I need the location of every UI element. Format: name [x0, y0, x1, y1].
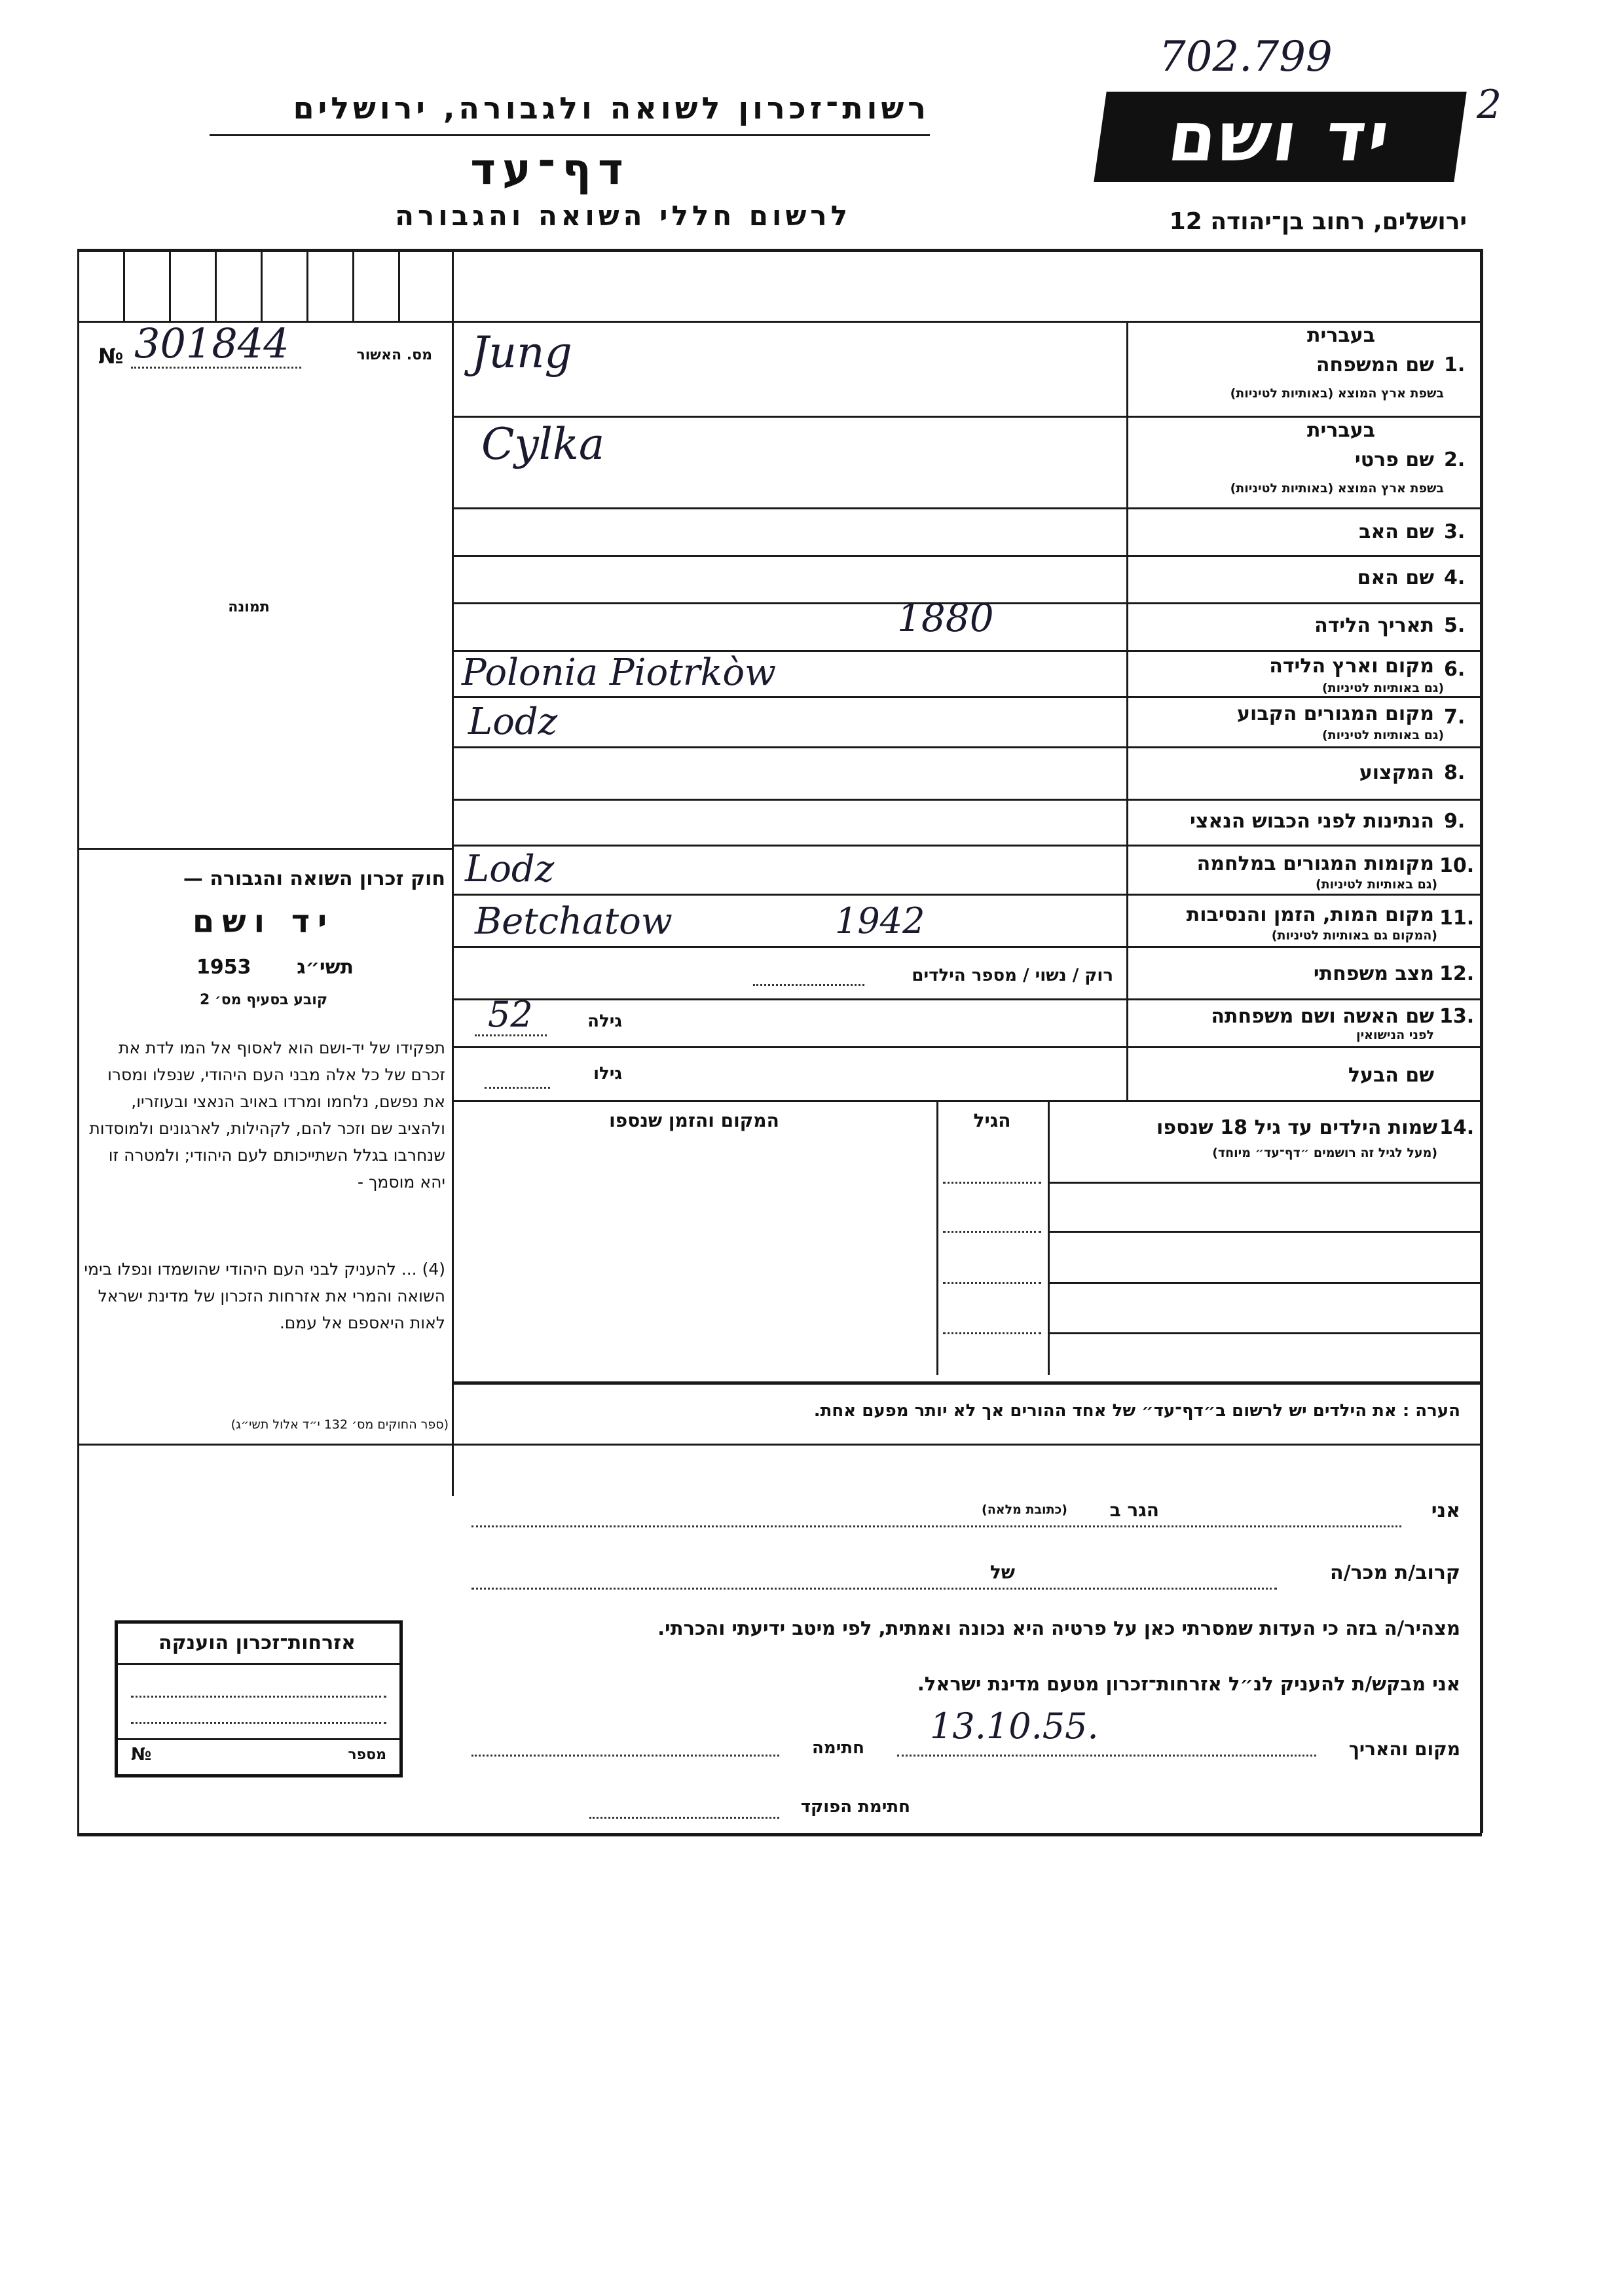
field-4-number: 4. [1444, 566, 1466, 589]
remark-bottom-line [77, 1444, 1482, 1446]
field-10-label: מקומות המגורים במלחמה [1196, 852, 1434, 875]
children-line-1 [1048, 1182, 1482, 1184]
field-11-latin-value[interactable]: Betchatow [475, 900, 673, 943]
law-reference: (ספר החוקים מס׳ 132 י״ד אלול תשי״ג) [231, 1417, 449, 1432]
field-5-label: תאריך הלידה [1314, 614, 1434, 637]
field-12-options: רוק / נשוי / מספר הילדים [912, 966, 1113, 985]
field-4-label: שם האם [1357, 566, 1434, 589]
reg-no-label: מס. האשור [356, 347, 432, 363]
children-age-dot-3 [943, 1282, 1041, 1284]
field-1-label: שם המשפחה [1316, 354, 1434, 376]
field-10-sublabel: (גם באותיות לטיניות) [1315, 877, 1437, 892]
children-line-4 [1048, 1332, 1482, 1334]
field-2-number: 2. [1444, 448, 1466, 471]
row-line-9 [452, 845, 1482, 847]
label-column-divider [1126, 321, 1128, 1100]
field-5-value[interactable]: 1880 [897, 596, 994, 640]
field-8-number: 8. [1444, 761, 1466, 784]
logo-text: יד ושם [1163, 97, 1397, 177]
field-10-latin-value[interactable]: Lodz [465, 848, 555, 890]
law-year-number: 1953 [196, 956, 251, 979]
field-9-label: הנתינות לפני הכבוש הנאצי [1190, 810, 1434, 833]
field-3-label: שם האב [1359, 520, 1434, 543]
field-2-hebrew-tag: בעברית [1307, 419, 1375, 442]
certificate-box-number-label: מספר [348, 1747, 386, 1763]
row-line-8 [452, 799, 1482, 801]
row-line-11 [452, 946, 1482, 948]
left-column-divider [452, 249, 454, 1496]
top-box-divider [306, 249, 308, 321]
field-13-sublabel: לפני הנישואין [1356, 1028, 1434, 1042]
row-line-10 [452, 894, 1482, 896]
field-6-sublabel: (גם באותיות לטיניות) [1321, 681, 1444, 695]
field-2-latin-value[interactable]: Cylka [481, 419, 605, 469]
field-1-hebrew-tag: בעברית [1307, 324, 1375, 347]
row-line-12 [452, 998, 1482, 1000]
row-line-1 [452, 416, 1482, 418]
children-age-dot-1 [943, 1182, 1041, 1184]
field-12-label: מצב משפחתי [1313, 962, 1434, 985]
document-title: דף־עד [470, 144, 630, 194]
frame-bottom [77, 1833, 1482, 1836]
field-6-label: מקום וארץ הלידה [1269, 655, 1434, 678]
field-11-year[interactable]: 1942 [835, 900, 925, 941]
declarant-resides-label: הגר ב [1109, 1499, 1159, 1521]
frame-right [1480, 249, 1483, 1833]
children-age-header: הגיל [973, 1110, 1011, 1131]
field-1-sublabel: בשפת ארץ המוצא (באותיות לטיניות) [1230, 386, 1444, 401]
certificate-box-title: אזרחות־זכרון הוענקה [158, 1631, 356, 1654]
field-2-sublabel: בשפת ארץ המוצא (באותיות לטיניות) [1230, 481, 1444, 496]
officer-dotline [589, 1817, 779, 1819]
row-line-3 [452, 555, 1482, 557]
date-value[interactable]: 13.10.55. [930, 1705, 1099, 1747]
field-11-sublabel: (המקום גם באותיות לטיניות) [1271, 928, 1437, 943]
signature-label: חתימה [812, 1738, 864, 1758]
place-date-dotline [897, 1755, 1316, 1757]
relation-of-label: של [989, 1561, 1015, 1583]
field-3-number: 3. [1444, 520, 1466, 543]
field-7-number: 7. [1444, 706, 1466, 729]
certificate-box-bottom-divider [118, 1738, 399, 1740]
place-date-label: מקום והאריך [1348, 1738, 1460, 1760]
frame-top [77, 249, 1482, 252]
row-line-14 [452, 1100, 1482, 1102]
form-subtitle: לרשום חללי השואה והגבורה [395, 200, 851, 232]
signature-dotline [471, 1755, 779, 1757]
children-age-dot-2 [943, 1231, 1041, 1233]
reg-no-dotline [131, 367, 301, 369]
law-text-part1: תפקידו של יד-ושם הוא לאסוף אל המו לדת את זכרם של כל אלה מבני העם היהודי, שנפלו ומסרו את נפשם, נלחמו ומרדו באויב הנאצי ובעוזריו, ולהציב שם וזכר להם, לקהילות, לארגונים ולמוסדות שנחרבו בגלל השתייכותם לעם היהודי; ולמטרה זו יהא מוסמך - [89, 1038, 445, 1192]
relation-label: קרוב/ת מכר/ה [1330, 1561, 1460, 1584]
reg-no-symbol: № [98, 344, 124, 369]
husband-label: שם הבעל [1348, 1064, 1434, 1087]
top-box-divider [215, 249, 217, 321]
remark-top-line [452, 1381, 1482, 1385]
declarant-dotline-1 [471, 1525, 1401, 1527]
certificate-box-divider [118, 1663, 399, 1665]
authority-name: רשות־זכרון לשואה ולגבורה, ירושלים [293, 90, 930, 126]
field-13-label: שם האשה ושם משפחתה [1211, 1005, 1434, 1028]
field-8-label: המקצוע [1359, 761, 1434, 784]
children-age-dot-4 [943, 1332, 1041, 1334]
corner-mark: 2 [1477, 82, 1502, 128]
field-5-number: 5. [1444, 614, 1466, 637]
field-6-number: 6. [1444, 658, 1466, 681]
field-7-latin-value[interactable]: Lodz [468, 701, 558, 743]
frame-left [77, 249, 79, 1833]
row-line-6 [452, 696, 1482, 698]
photo-label: תמונה [228, 599, 270, 615]
husband-age-dotline [485, 1087, 550, 1089]
certificate-box [115, 1620, 403, 1777]
field-7-label: מקום המגורים הקבוע [1237, 702, 1434, 725]
law-top-line [77, 848, 452, 850]
top-box-divider [123, 249, 125, 321]
certificate-box-dot-2 [131, 1722, 386, 1724]
field-6-latin-value[interactable]: Polonia Piotrkòw [462, 651, 777, 694]
remark-text: הערה : את הילדים יש לרשום ב״דף־עד״ של אחד ההורים אך לא יותר מפעם אחת. [813, 1401, 1460, 1421]
field-9-number: 9. [1444, 810, 1466, 833]
children-place-header: המקום והזמן שנספו [609, 1110, 779, 1131]
field-12-children-dotline [753, 984, 864, 986]
field-7-sublabel: (גם באותיות לטיניות) [1321, 728, 1444, 742]
field-12-number: 12. [1439, 962, 1475, 985]
officer-signature-label: חתימת הפוקד [800, 1797, 910, 1817]
law-title: חוק זכרון השואה והגבורה — [183, 867, 445, 890]
field-1-number: 1. [1444, 354, 1466, 376]
field-11-label: מקום המות, הזמן והנסיבות [1186, 903, 1434, 926]
yad-vashem-logo [1094, 92, 1466, 182]
children-label: שמות הילדים עד גיל 18 שנספו [1156, 1116, 1437, 1139]
field-2-label: שם פרטי [1354, 448, 1434, 471]
field-13-age-value[interactable]: 52 [488, 994, 533, 1035]
children-number: 14. [1439, 1116, 1475, 1139]
declaration-text: מצהיר/ה בזה כי העדות שמסרתי כאן על פרטיה היא נכונה ואמתית, לפי מיטב ידיעתי והכרתי. [657, 1617, 1460, 1639]
law-clause: קובע בסעיף מס׳ 2 [199, 992, 328, 1008]
law-name: יד ושם [192, 903, 335, 940]
field-13-age-dotline [475, 1034, 547, 1036]
row-line-7 [452, 746, 1482, 748]
certificate-box-number-symbol: № [131, 1745, 152, 1764]
archive-number: 702.799 [1159, 33, 1333, 81]
field-1-latin-value[interactable]: Jung [471, 327, 572, 378]
top-box-divider [169, 249, 171, 321]
declarant-label: אני [1431, 1499, 1460, 1522]
declarant-dotline-2 [471, 1588, 1277, 1590]
children-line-2 [1048, 1231, 1482, 1233]
institution-address: ירושלים, רחוב בן־יהודה 12 [1169, 208, 1467, 235]
top-box-divider [352, 249, 354, 321]
law-text-part2: (4) ... להעניק לבני העם היהודי שהושמדו ונפלו בימי השואה והמרי את אזרחות הזכרון של מדינת ישראל לאות היאספם אל עמם. [84, 1260, 445, 1332]
top-box-divider [398, 249, 400, 321]
row-line-13 [452, 1046, 1482, 1048]
field-13-age-label: גילה [587, 1011, 622, 1031]
field-10-number: 10. [1439, 854, 1475, 877]
row-line-2 [452, 507, 1482, 509]
law-year-hebrew: תשי״ג [297, 956, 354, 979]
children-note: (מעל לגיל זה רושמים ״דף־עד״ מיוחד) [1212, 1146, 1437, 1160]
husband-age-label: גילו [593, 1064, 622, 1084]
authority-underline [210, 134, 930, 136]
reg-no-value[interactable]: 301844 [134, 319, 289, 367]
top-box-divider [261, 249, 263, 321]
certificate-box-dot-1 [131, 1696, 386, 1698]
children-line-3 [1048, 1282, 1482, 1284]
declarant-address-sublabel: (כתובת מלאה) [982, 1503, 1067, 1517]
field-11-number: 11. [1439, 907, 1475, 930]
children-col-divider-1 [936, 1100, 938, 1375]
field-13-number: 13. [1439, 1005, 1475, 1028]
request-text: אני מבקש/ת להעניק לנ״ל אזרחות־זכרון מטעם מדינת ישראל. [917, 1673, 1460, 1695]
